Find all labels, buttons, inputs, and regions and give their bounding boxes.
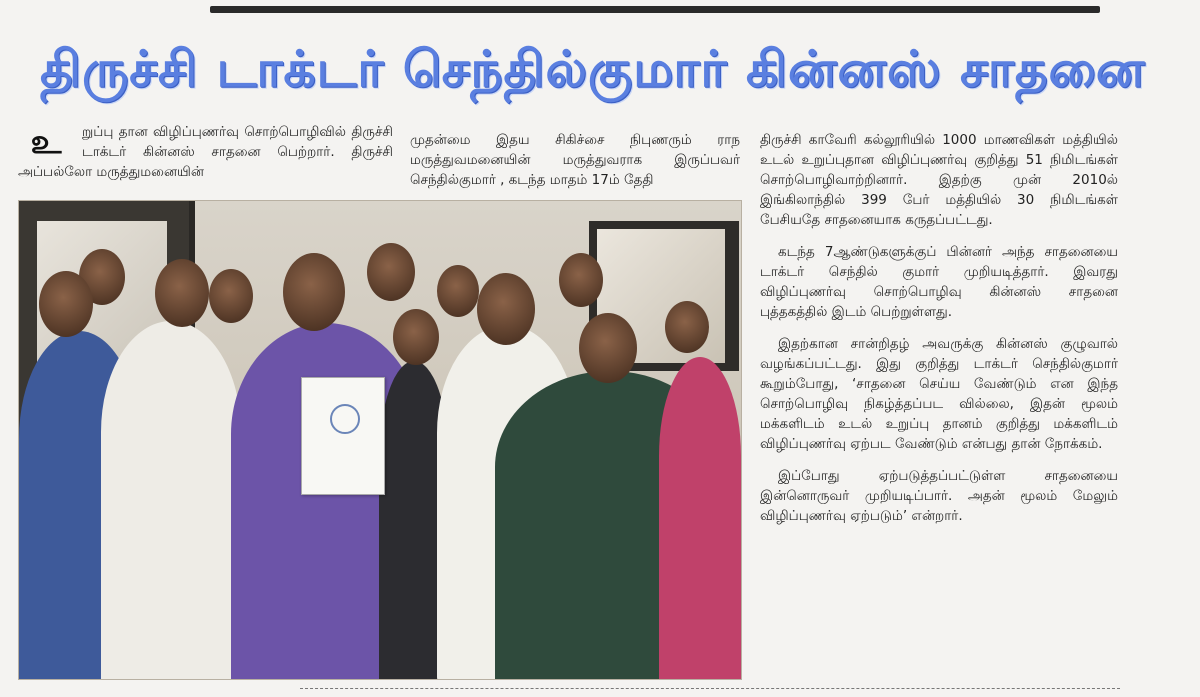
column-2-text: முதன்மை இதய சிகிச்சை நிபுணரும் ராந மருத்துவமனையின் மருத்துவராக இருப்பவர் செந்தில்குமார் , கடந்த மாதம் 17ம் தேதி [410,132,740,188]
article-column-2 [410,130,740,190]
person-head [559,253,603,307]
person-head [209,269,253,323]
headline: திருச்சி டாக்டர் செந்தில்குமார் கின்னஸ் சாதனை [40,40,1146,98]
article-column-1 [18,122,393,182]
person-head [155,259,209,327]
person-head [283,253,345,331]
column-1-text: றுப்பு தான விழிப்புணர்வு சொற்பொழிவில் திருச்சி டாக்டர் கின்னஸ் சாதனை பெற்றார். திருச்சி அப்பல்லோ மருத்துமனையின் [18,124,393,180]
person-head [665,301,709,353]
person-head [437,265,479,317]
person-head [393,309,439,365]
paragraph-4: இப்போது ஏற்படுத்தப்பட்டுள்ள சாதனையை இன்னொருவர் முறியடிப்பார். அதன் மூலம் மேலும் விழிப்புணர்வு ஏற்படும்’ என்றார். [760,468,1118,524]
dropcap-letter: உ [30,122,62,162]
guinness-certificate [301,377,385,495]
bottom-rule [300,688,1120,689]
paragraph-1: திருச்சி காவேரி கல்லூரியில் 1000 மாணவிகள் மத்தியில் உடல் உறுப்புதான விழிப்புணர்வு குறித்து 51 நிமிடங்கள் சொற்பொழிவாற்றினார். இதற்கு முன் 2010ல் இங்கிலாந்தில் 399 பேர் மத்தியில் 30 நிமிடங்கள் பேசியதே சாதனையாக கருதப்பட்டது. [760,132,1118,228]
person-body [659,357,741,680]
person-head [367,243,415,301]
top-rule [210,6,1100,13]
certificate-seal-icon [330,404,360,434]
group-photo [18,200,742,680]
person-body [101,321,241,680]
person-head [579,313,637,383]
person-head [39,271,93,337]
paragraph-3: இதற்கான சான்றிதழ் அவருக்கு கின்னஸ் குழுவால் வழங்கப்பட்டது. இது குறித்து டாக்டர் செந்தில்குமார் கூறும்போது, ‘சாதனை செய்ய வேண்டும் என இந்த சொற்பொழிவு நிகழ்த்தப்பட வில்லை, இதன் மூலம் மக்களிடம் உடல் உறுப்பு தானம் குறித்து மக்களிடம் விழிப்புணர்வு ஏற்பட வேண்டும் என்பது தான் நோக்கம். [760,336,1118,452]
person-head [477,273,535,345]
article-column-3 [760,130,1118,538]
paragraph-2: கடந்த 7ஆண்டுகளுக்குப் பின்னர் அந்த சாதனையை டாக்டர் செந்தில் குமார் முறியடித்தார். இவரது விழிப்புணர்வு சொற்பொழிவு கின்னஸ் சாதனை புத்தகத்தில் இடம் பெற்றுள்ளது. [760,244,1118,320]
